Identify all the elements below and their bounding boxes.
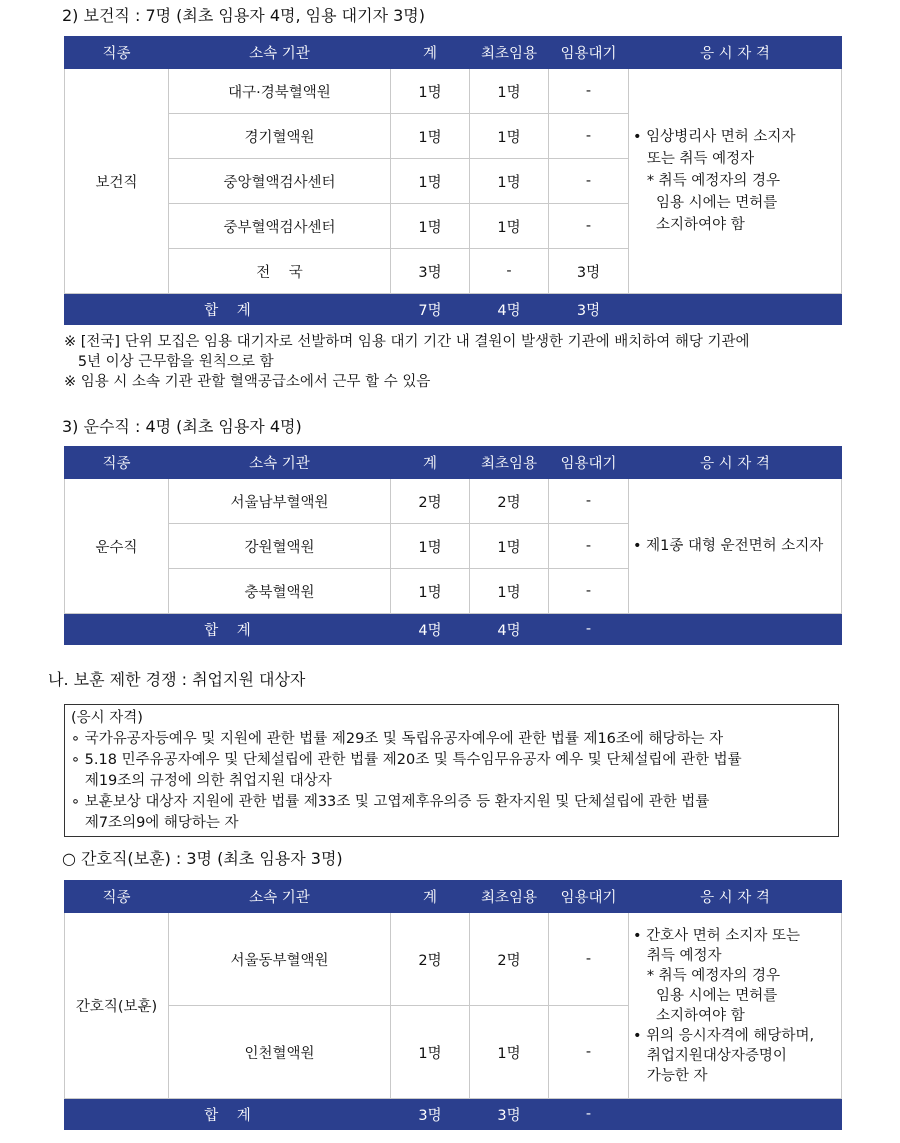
col-job: 직종	[65, 37, 169, 69]
qual-line: • 제1종 대형 운전면허 소지자	[633, 538, 824, 554]
box-line: ∘ 국가유공자등예우 및 지원에 관한 법률 제29조 및 독립유공자예우에 관한 법률 제16조에 해당하는 자	[71, 731, 724, 747]
note-line: ※ [전국] 단위 모집은 임용 대기자로 선발하며 임용 대기 기간 내 결원이 발생한 기관에 배치하여 해당 기관에	[64, 334, 750, 350]
note-line: 5년 이상 근무함을 원칙으로 함	[64, 354, 274, 370]
total-cell: 1명	[391, 569, 470, 614]
col-wait: 임용대기	[549, 447, 629, 479]
box-line: ∘ 5.18 민주유공자예우 및 단체설립에 관한 법률 제20조 및 특수임무유공자 예우 및 단체설립에 관한 법률	[71, 752, 742, 768]
total-cell: 2명	[391, 913, 470, 1006]
col-qual: 응 시 자 격	[629, 447, 842, 479]
section-title-nurse: ○ 간호직(보훈) : 3명 (최초 임용자 3명)	[62, 849, 343, 868]
job-cell: 운수직	[65, 479, 169, 614]
col-first: 최초임용	[470, 447, 549, 479]
org-cell: 중앙혈액검사센터	[169, 159, 391, 204]
first-cell: 1명	[470, 524, 549, 569]
col-job: 직종	[65, 881, 169, 913]
qual-line: • 임상병리사 면허 소지자	[633, 129, 796, 145]
org-cell: 전 국	[169, 249, 391, 294]
org-cell: 충북혈액원	[169, 569, 391, 614]
org-cell: 중부혈액검사센터	[169, 204, 391, 249]
total-cell: 1명	[391, 204, 470, 249]
col-first: 최초임용	[470, 37, 549, 69]
qual-line: 임용 시에는 면허를	[633, 987, 778, 1004]
col-qual: 응 시 자 격	[629, 37, 842, 69]
sum-first: 3명	[470, 1099, 549, 1130]
health-table	[64, 36, 842, 325]
total-label: 합 계	[65, 294, 391, 325]
qualification-cell	[629, 69, 842, 294]
table-row	[65, 479, 842, 524]
sum-wait: 3명	[549, 294, 629, 325]
qual-line: * 취득 예정자의 경우	[633, 173, 780, 189]
first-cell: 1명	[470, 159, 549, 204]
org-cell: 서울남부혈액원	[169, 479, 391, 524]
sum-qual	[629, 294, 842, 325]
wait-cell: -	[549, 913, 629, 1006]
total-label: 합 계	[65, 1099, 391, 1130]
note-line: ※ 임용 시 소속 기관 관할 혈액공급소에서 근무 할 수 있음	[64, 374, 431, 390]
section-title-health: 2) 보건직 : 7명 (최초 임용자 4명, 임용 대기자 3명)	[62, 6, 425, 25]
job-cell: 보건직	[65, 69, 169, 294]
org-cell: 대구·경북혈액원	[169, 69, 391, 114]
table-row	[65, 913, 842, 1006]
col-total: 계	[391, 37, 470, 69]
total-cell: 1명	[391, 69, 470, 114]
first-cell: -	[470, 249, 549, 294]
sum-total: 7명	[391, 294, 470, 325]
total-cell: 2명	[391, 479, 470, 524]
wait-cell: -	[549, 524, 629, 569]
sum-first: 4명	[470, 614, 549, 645]
total-row	[65, 294, 842, 325]
qualification-cell	[629, 479, 842, 614]
org-cell: 강원혈액원	[169, 524, 391, 569]
sum-wait: -	[549, 1099, 629, 1130]
wait-cell: 3명	[549, 249, 629, 294]
total-cell: 1명	[391, 524, 470, 569]
total-label: 합 계	[65, 614, 391, 645]
total-row	[65, 614, 842, 645]
driver-table	[64, 446, 842, 645]
wait-cell: -	[549, 204, 629, 249]
qual-line: 취업지원대상자증명이	[633, 1047, 787, 1064]
sum-total: 4명	[391, 614, 470, 645]
health-notes	[64, 332, 750, 392]
sum-first: 4명	[470, 294, 549, 325]
qual-line: 임용 시에는 면허를	[633, 195, 778, 211]
box-line: (응시 자격)	[71, 710, 143, 726]
sum-qual	[629, 614, 842, 645]
qual-line: * 취득 예정자의 경우	[633, 967, 780, 984]
section-title-driver: 3) 운수직 : 4명 (최초 임용자 4명)	[62, 417, 302, 436]
first-cell: 2명	[470, 479, 549, 524]
total-cell: 1명	[391, 1006, 470, 1099]
org-cell: 서울동부혈액원	[169, 913, 391, 1006]
nurse-table	[64, 880, 842, 1130]
header-row	[65, 37, 842, 69]
wait-cell: -	[549, 1006, 629, 1099]
org-cell: 인천혈액원	[169, 1006, 391, 1099]
col-first: 최초임용	[470, 881, 549, 913]
col-org: 소속 기관	[169, 37, 391, 69]
first-cell: 2명	[470, 913, 549, 1006]
eligibility-box	[64, 704, 839, 837]
box-line: 제7조의9에 해당하는 자	[71, 815, 239, 831]
table-row	[65, 69, 842, 114]
sum-wait: -	[549, 614, 629, 645]
col-total: 계	[391, 447, 470, 479]
col-wait: 임용대기	[549, 881, 629, 913]
box-line: ∘ 보훈보상 대상자 지원에 관한 법률 제33조 및 고엽제후유의증 등 환자지원 및 단체설립에 관한 법률	[71, 794, 710, 810]
total-cell: 1명	[391, 114, 470, 159]
total-cell: 3명	[391, 249, 470, 294]
qual-line: 소지하여야 함	[633, 217, 745, 233]
qual-line: 소지하여야 함	[633, 1007, 745, 1024]
col-qual: 응 시 자 격	[629, 881, 842, 913]
wait-cell: -	[549, 69, 629, 114]
first-cell: 1명	[470, 114, 549, 159]
col-org: 소속 기관	[169, 881, 391, 913]
qual-line: • 위의 응시자격에 해당하며,	[633, 1027, 815, 1044]
col-job: 직종	[65, 447, 169, 479]
first-cell: 1명	[470, 69, 549, 114]
qual-line: • 간호사 면허 소지자 또는	[633, 927, 801, 944]
wait-cell: -	[549, 479, 629, 524]
header-row	[65, 881, 842, 913]
section-title-veteran: 나. 보훈 제한 경쟁 : 취업지원 대상자	[48, 670, 306, 689]
sum-qual	[629, 1099, 842, 1130]
header-row	[65, 447, 842, 479]
first-cell: 1명	[470, 204, 549, 249]
qualification-cell	[629, 913, 842, 1099]
qual-line: 취득 예정자	[633, 947, 722, 964]
org-cell: 경기혈액원	[169, 114, 391, 159]
total-row	[65, 1099, 842, 1130]
first-cell: 1명	[470, 1006, 549, 1099]
box-line: 제19조의 규정에 의한 취업지원 대상자	[71, 773, 332, 789]
job-cell: 간호직(보훈)	[65, 913, 169, 1099]
total-cell: 1명	[391, 159, 470, 204]
qual-line: 가능한 자	[633, 1067, 708, 1084]
wait-cell: -	[549, 114, 629, 159]
qual-line: 또는 취득 예정자	[633, 151, 755, 167]
wait-cell: -	[549, 569, 629, 614]
col-total: 계	[391, 881, 470, 913]
col-org: 소속 기관	[169, 447, 391, 479]
sum-total: 3명	[391, 1099, 470, 1130]
first-cell: 1명	[470, 569, 549, 614]
col-wait: 임용대기	[549, 37, 629, 69]
wait-cell: -	[549, 159, 629, 204]
